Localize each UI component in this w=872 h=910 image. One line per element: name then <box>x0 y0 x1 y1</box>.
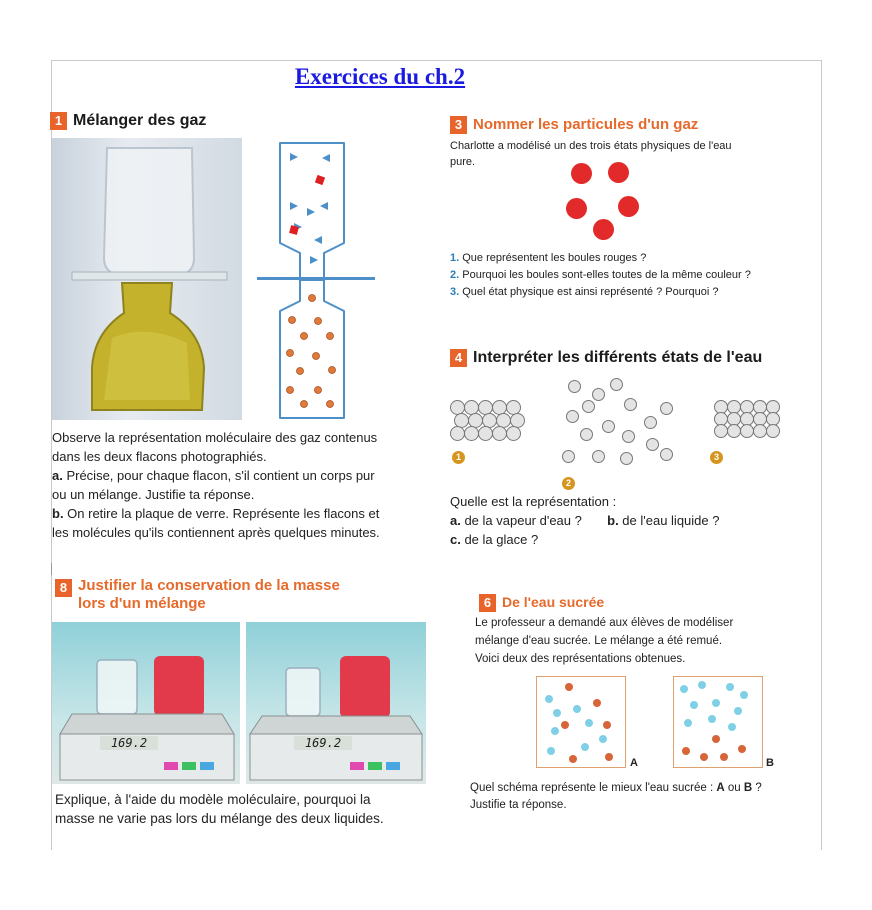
scale-photo-after <box>246 622 426 784</box>
molecule <box>727 424 741 438</box>
ex3-question: 2. Pourquoi les boules sont-elles toutes de la même couleur ? <box>450 269 751 281</box>
red-ball <box>566 198 587 219</box>
ex4-header <box>450 349 762 367</box>
ex8-number: 8 <box>55 579 72 597</box>
ex4-badge-2: 2 <box>562 477 575 490</box>
ex1-part-a-line: ou un mélange. Justifie ta réponse. <box>52 487 255 502</box>
ex8-text-line: masse ne varie pas lors du mélange des deux liquides. <box>55 811 384 826</box>
ex1-part-a-label: a. <box>52 468 63 483</box>
ex6-question-line2: Justifie ta réponse. <box>470 799 567 811</box>
ex4-state1-grid <box>450 400 530 444</box>
ex6-number: 6 <box>479 594 496 612</box>
molecule <box>753 424 767 438</box>
ex4-state3-grid <box>714 400 784 444</box>
diagram-a-label: A <box>630 757 638 769</box>
ex8-text-line: Explique, à l'aide du modèle moléculaire, pourquoi la <box>55 792 371 807</box>
ex3-heading: Nommer les particules d'un gaz <box>473 116 699 134</box>
red-ball <box>571 163 592 184</box>
ex3-questions <box>450 250 820 301</box>
molecule <box>740 424 754 438</box>
scale-photo-before <box>52 622 240 784</box>
ex4-state2-scatter <box>560 376 690 466</box>
ex4-c-label: c. <box>450 532 461 547</box>
molecule <box>450 426 465 441</box>
ex6-intro-line: mélange d'eau sucrée. Le mélange a été remué. <box>475 635 723 647</box>
ex3-red-balls <box>560 160 650 245</box>
ex4-c-text: de la glace ? <box>460 532 539 547</box>
ex8-side-mark <box>51 563 52 575</box>
ex4-a-label: a. <box>450 513 461 528</box>
scale-reading-after: 169.2 <box>294 736 352 750</box>
scale-reading-before: 169.2 <box>100 736 158 750</box>
ex8-heading-line: lors d'un mélange <box>78 595 206 612</box>
ex4-question: Quelle est la représentation : <box>450 494 617 509</box>
red-ball <box>608 162 629 183</box>
molecule <box>766 424 780 438</box>
ex6-intro-line: Le professeur a demandé aux élèves de modéliser <box>475 617 734 629</box>
ex4-questions <box>450 492 810 549</box>
flask-molecule-diagram <box>252 138 382 420</box>
red-ball <box>618 196 639 217</box>
molecule <box>464 426 479 441</box>
ex6-question: Quel schéma représente le mieux l'eau sucrée : A ou B ? Justifie ta réponse. <box>470 780 820 814</box>
ex3-question: 1. Que représentent les boules rouges ? <box>450 252 647 264</box>
ex1-part-b-line: On retire la plaque de verre. Représente les flacons et <box>63 506 380 521</box>
ex4-b-label: b. <box>607 513 619 528</box>
ex1-header <box>50 112 206 130</box>
ex1-number: 1 <box>50 112 67 130</box>
frame-right <box>821 60 822 850</box>
ex4-badge-1: 1 <box>452 451 465 464</box>
ex3-number: 3 <box>450 116 467 134</box>
ex3-intro-line: Charlotte a modélisé un des trois états physiques de l'eau <box>450 140 732 152</box>
ex6-header <box>479 594 604 612</box>
ex4-b-text: de l'eau liquide ? <box>618 513 720 528</box>
ex4-heading: Interpréter les différents états de l'eau <box>473 349 763 367</box>
flask-photo <box>52 138 242 420</box>
molecule <box>478 426 493 441</box>
ex6-intro <box>475 614 820 668</box>
diagram-b <box>673 676 763 768</box>
ex8-header <box>55 577 340 613</box>
ex1-part-a-line: Précise, pour chaque flacon, s'il contient un corps pur <box>62 468 375 483</box>
ex1-text-line: dans les deux flacons photographiés. <box>52 449 267 464</box>
ex4-badge-3: 3 <box>710 451 723 464</box>
molecule <box>506 426 521 441</box>
diagram-a <box>536 676 626 768</box>
ex1-body <box>52 428 432 542</box>
ex4-a-text: de la vapeur d'eau ? <box>460 513 582 528</box>
red-ball <box>593 219 614 240</box>
molecule <box>492 426 507 441</box>
diagram-b-label: B <box>766 757 774 769</box>
frame-top <box>51 60 822 61</box>
ex3-question: 3. Quel état physique est ainsi représenté ? Pourquoi ? <box>450 286 719 298</box>
ex3-intro-line: pure. <box>450 156 476 168</box>
ex1-part-b-label: b. <box>52 506 64 521</box>
ex1-text-line: Observe la représentation moléculaire des gaz contenus <box>52 430 378 445</box>
page-title: Exercices du ch.2 <box>294 64 466 89</box>
ex4-number: 4 <box>450 349 467 367</box>
ex6-intro-line: Voici deux des représentations obtenues. <box>475 653 686 665</box>
ex3-header <box>450 116 698 134</box>
ex1-heading: Mélanger des gaz <box>73 112 207 130</box>
ex1-part-b-line: les molécules qu'ils contiennent après quelques minutes. <box>52 525 380 540</box>
ex6-heading: De l'eau sucrée <box>502 594 605 611</box>
ex8-body <box>55 790 435 828</box>
ex8-heading-line: Justifier la conservation de la masse <box>78 577 340 594</box>
molecule <box>714 424 728 438</box>
